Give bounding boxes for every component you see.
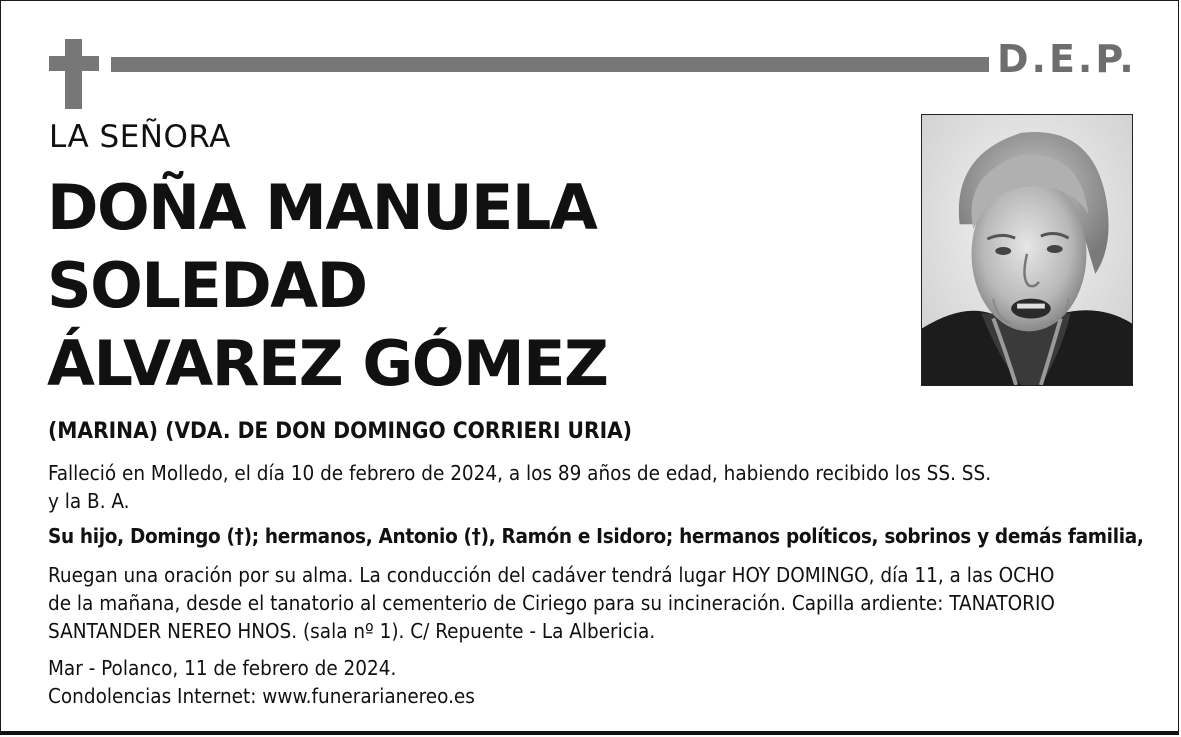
condolences-link[interactable]: Condolencias Internet: www.funerarianereo.es [48,684,475,708]
funeral-line-1: Ruegan una oración por su alma. La conducción del cadáver tendrá lugar HOY DOMINGO, día 11, a las OCHO [48,563,1055,587]
name-line-3: ÁLVAREZ GÓMEZ [47,327,608,400]
place-date: Mar - Polanco, 11 de febrero de 2024. [48,656,397,680]
family-list: Su hijo, Domingo (†); hermanos, Antonio (†), Ramón e Isidoro; hermanos políticos, sobrinos y demás familia, [48,524,1144,548]
honorific-prefix: LA SEÑORA [49,119,231,155]
funeral-line-2: de la mañana, desde el tanatorio al cementerio de Ciriego para su incineración. Capilla ardiente: TANATORIO [48,591,1055,615]
portrait-photo [921,114,1133,386]
alias-widow-of: (MARINA) (VDA. DE DON DOMINGO CORRIERI URIA) [48,418,633,444]
death-line-1: Falleció en Molledo, el día 10 de febrero de 2024, a los 89 años de edad, habiendo recibido los SS. SS. [48,461,992,485]
deceased-name [47,169,887,403]
death-line-2: y la B. A. [48,489,130,513]
death-announcement [48,459,1108,515]
cross-icon [49,39,99,109]
dep-label: D.E.P. [997,37,1137,81]
header-rule [111,57,989,72]
name-line-2: SOLEDAD [47,249,367,322]
funeral-line-3: SANTANDER NEREO HNOS. (sala nº 1). C/ Repuente - La Albericia. [48,619,656,643]
footer-info [48,654,948,710]
name-line-1: DOÑA MANUELA [47,171,597,244]
funeral-details [48,561,1148,645]
